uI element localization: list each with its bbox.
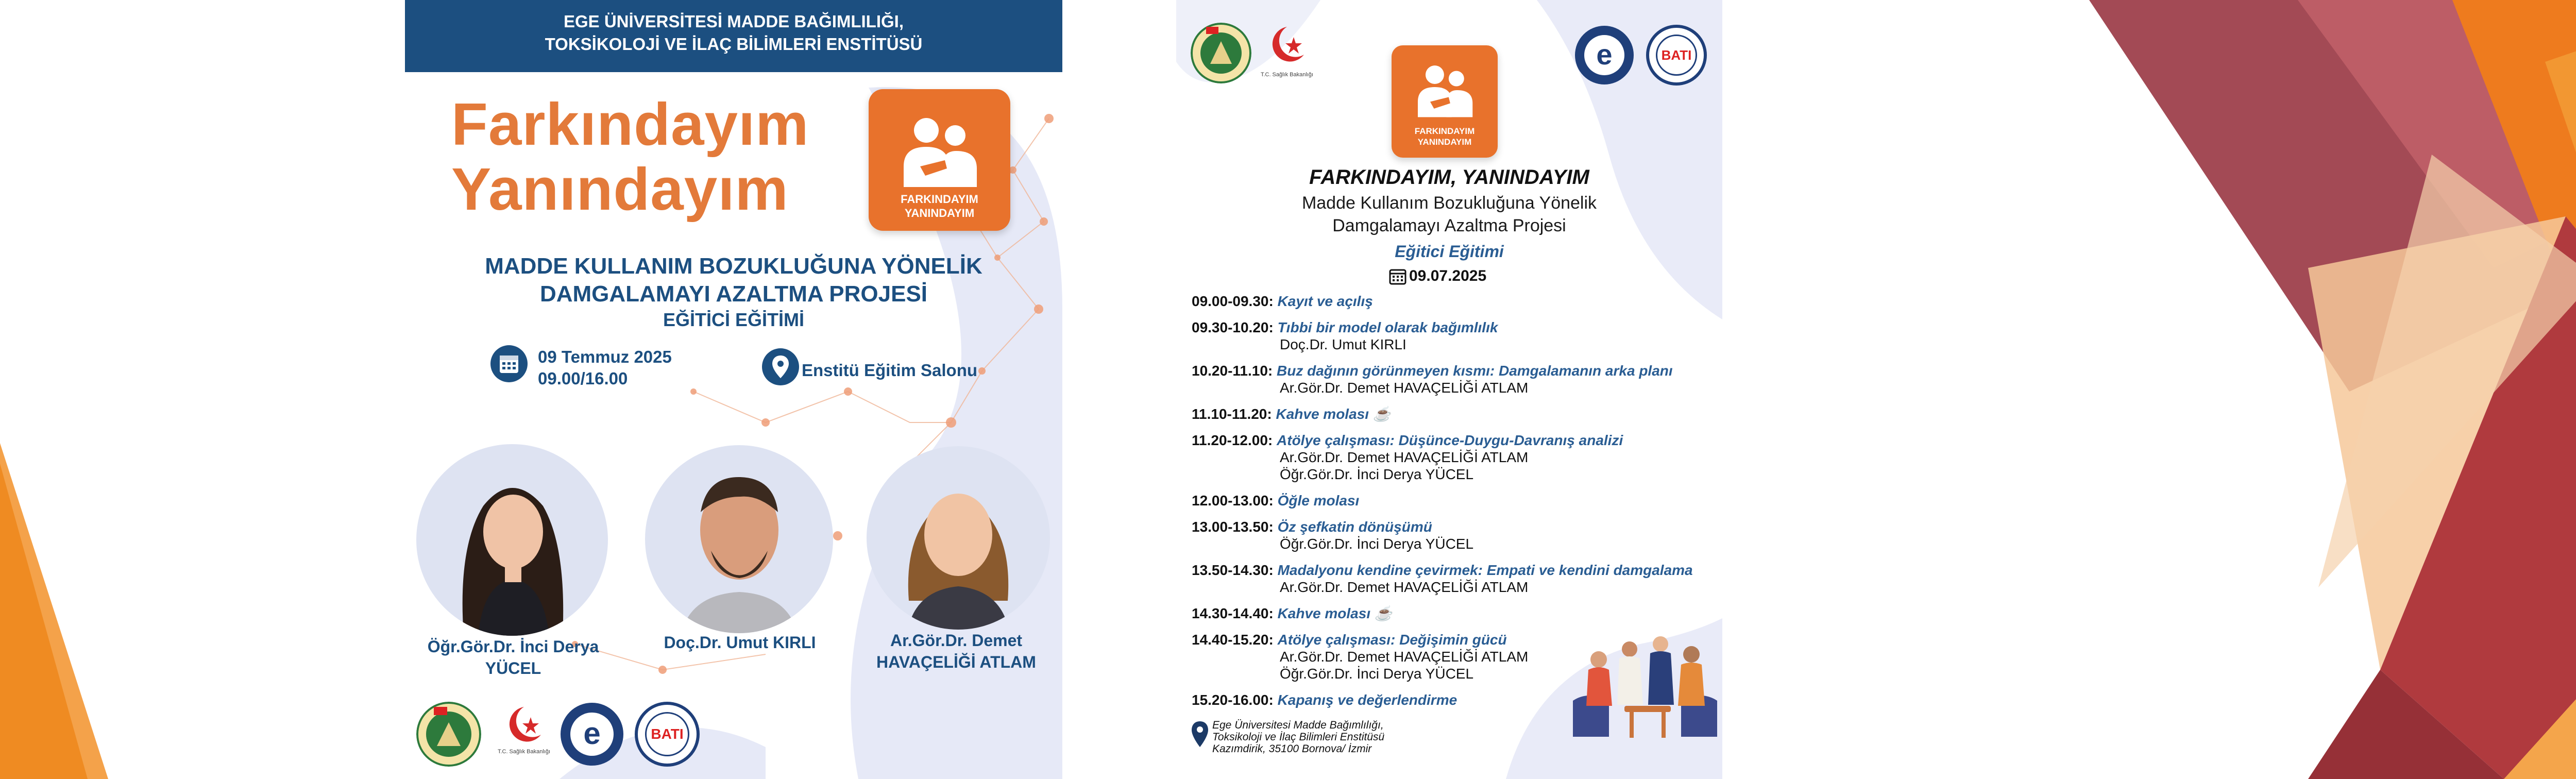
bati-logo-text: BATI: [1656, 35, 1697, 76]
group-discussion-illustration: [1568, 623, 1722, 747]
poster-title-line1: Farkındayım: [451, 91, 809, 158]
project-line1: MADDE KULLANIM BOZUKLUĞUNA YÖNELİK: [485, 253, 982, 279]
schedule-item: [1192, 293, 1717, 310]
schedule-topic: Kapanış ve değerlendirme: [1277, 692, 1458, 708]
speaker-photo-2: [645, 445, 833, 633]
schedule-speaker: Ar.Gör.Dr. Demet HAVAÇELİĞİ ATLAM: [1280, 579, 1529, 595]
schedule-item: [1192, 362, 1717, 396]
institute-name-line2: TOKSİKOLOJİ VE İLAÇ BİLİMLERİ ENSTİTÜSÜ: [545, 35, 923, 54]
project-logo: [1392, 45, 1498, 158]
speaker-3-surname: HAVAÇELİĞİ ATLAM: [876, 653, 1036, 671]
poster-title: [451, 92, 809, 222]
schedule-time: 10.20-11.10:: [1192, 363, 1273, 379]
address-line2: Toksikoloji ve İlaç Bilimleri Enstitüsü: [1212, 731, 1385, 743]
event-date-time: [538, 346, 672, 390]
schedule-time: 11.10-11.20:: [1192, 406, 1272, 422]
event-date: 09 Temmuz 2025: [538, 347, 672, 366]
bati-logo: [1646, 25, 1707, 86]
university-seal-logo: [416, 702, 481, 767]
schedule-speaker: Öğr.Gör.Dr. İnci Derya YÜCEL: [1280, 666, 1474, 682]
schedule-speaker: Ar.Gör.Dr. Demet HAVAÇELİĞİ ATLAM: [1280, 380, 1529, 396]
schedule-topic: Atölye çalışması: Düşünce-Duygu-Davranış analizi: [1277, 432, 1623, 448]
speaker-1-surname: YÜCEL: [485, 659, 541, 678]
calendar-icon: [490, 345, 528, 382]
project-line2: DAMGALAMAYI AZALTMA PROJESİ: [539, 281, 928, 307]
speaker-portrait-icon: [645, 445, 833, 633]
bati-logo-text: BATI: [645, 712, 689, 756]
schedule-topic: Tıbbi bir model olarak bağımlılık: [1277, 319, 1498, 335]
location-pin-icon: [762, 348, 799, 385]
schedule-time: 09.00-09.30:: [1192, 293, 1274, 309]
schedule-topic: Kahve molası ☕: [1276, 406, 1391, 422]
training-label: Eğitici Eğitimi: [1395, 242, 1504, 261]
ege-university-logo: [560, 702, 624, 767]
logo-caption: [869, 192, 1010, 220]
address-block: [1212, 719, 1384, 755]
people-icon: [1415, 62, 1475, 118]
project-logo: [869, 89, 1010, 231]
ministry-of-health-logo: [496, 702, 552, 767]
project-line3: EĞİTİCİ EĞİTİMİ: [663, 309, 804, 330]
schedule-item: [1192, 562, 1717, 596]
schedule-time: 14.30-14.40:: [1192, 605, 1274, 621]
schedule-item: [1192, 518, 1717, 552]
schedule-topic: Atölye çalışması: Değişimin gücü: [1277, 632, 1507, 648]
speaker-portrait-icon: [867, 446, 1050, 630]
event-poster: [405, 0, 1062, 779]
decorative-orange-shape-left: [0, 0, 412, 779]
schedule-item: [1192, 405, 1717, 422]
program-title: FARKINDAYIM, YANINDAYIM: [1309, 166, 1589, 189]
logo-caption-line2: YANINDAYIM: [904, 207, 975, 219]
schedule-speaker: Ar.Gör.Dr. Demet HAVAÇELİĞİ ATLAM: [1280, 649, 1529, 665]
schedule-time: 13.00-13.50:: [1192, 519, 1274, 535]
location-pin-icon: [1191, 720, 1209, 748]
speaker-name-3: [843, 630, 1062, 673]
speaker-photo-1: [416, 444, 608, 636]
event-time: 09.00/16.00: [538, 369, 628, 388]
program-schedule-poster: [1176, 0, 1722, 779]
schedule-topic: Kahve molası ☕: [1277, 605, 1393, 621]
decorative-geometric-background-right: [1989, 0, 2576, 779]
schedule-speaker: Öğr.Gör.Dr. İnci Derya YÜCEL: [1280, 536, 1474, 552]
svg-text:e: e: [583, 716, 601, 751]
university-seal-logo: [1191, 23, 1251, 83]
speaker-portrait-icon: [416, 444, 608, 636]
schedule-time: 12.00-13.00:: [1192, 493, 1274, 509]
institute-header: [405, 0, 1062, 72]
logo-caption-line1: FARKINDAYIM: [901, 193, 978, 206]
address-line1: Ege Üniversitesi Madde Bağımlılığı,: [1212, 719, 1384, 731]
speaker-3-title: Ar.Gör.Dr. Demet: [890, 631, 1023, 650]
schedule-item: [1192, 605, 1717, 622]
svg-text:T.C. Sağlık Bakanlığı: T.C. Sağlık Bakanlığı: [1260, 72, 1314, 78]
schedule-time: 13.50-14.30:: [1192, 562, 1274, 578]
logo-caption: [1392, 126, 1498, 147]
schedule-topic: Öz şefkatin dönüşümü: [1277, 519, 1432, 535]
speaker-name-2: Doç.Dr. Umut KIRLI: [664, 633, 816, 652]
schedule-time: 14.40-15.20:: [1192, 632, 1274, 648]
address-line3: Kazımdirik, 35100 Bornova/ İzmir: [1212, 743, 1372, 755]
calendar-icon: [1388, 267, 1407, 285]
schedule-topic: Öğle molası: [1277, 493, 1360, 509]
schedule-speaker: Doç.Dr. Umut KIRLI: [1280, 336, 1406, 352]
project-description: [405, 252, 1062, 332]
schedule-time: 11.20-12.00:: [1192, 432, 1273, 448]
bati-logo: [635, 702, 700, 767]
event-location: Enstitü Eğitim Salonu: [802, 361, 978, 380]
program-subtitle: [1176, 192, 1722, 237]
schedule-speaker: Ar.Gör.Dr. Demet HAVAÇELİĞİ ATLAM: [1280, 449, 1529, 465]
ministry-of-health-logo: [1259, 23, 1315, 90]
poster-title-line2: Yanındayım: [451, 156, 789, 223]
logo-caption-line1: FARKINDAYIM: [1414, 126, 1475, 136]
ege-university-logo: [1574, 25, 1635, 86]
institute-name-line1: EGE ÜNİVERSİTESİ MADDE BAĞIMLILIĞI,: [563, 12, 904, 31]
schedule-time: 09.30-10.20:: [1192, 319, 1274, 335]
svg-text:T.C. Sağlık Bakanlığı: T.C. Sağlık Bakanlığı: [497, 749, 551, 755]
schedule-topic: Buz dağının görünmeyen kısmı: Damgalamanın arka planı: [1277, 363, 1673, 379]
speaker-photo-3: [867, 446, 1050, 630]
schedule-time: 15.20-16.00:: [1192, 692, 1274, 708]
program-date: 09.07.2025: [1409, 267, 1487, 284]
svg-text:e: e: [1596, 38, 1613, 71]
people-icon: [900, 115, 979, 187]
speaker-1-title: Öğr.Gör.Dr. İnci Derya: [427, 637, 599, 656]
schedule-topic: Kayıt ve açılış: [1277, 293, 1373, 309]
schedule-item: [1192, 492, 1717, 509]
schedule-item: [1192, 432, 1717, 483]
logo-caption-line2: YANINDAYIM: [1417, 137, 1472, 147]
speaker-name-1: [405, 636, 621, 679]
schedule-topic: Madalyonu kendine çevirmek: Empati ve kendini damgalama: [1277, 562, 1693, 578]
schedule-speaker: Öğr.Gör.Dr. İnci Derya YÜCEL: [1280, 466, 1474, 482]
program-subtitle-line2: Damgalamayı Azaltma Projesi: [1332, 216, 1566, 235]
program-subtitle-line1: Madde Kullanım Bozukluğuna Yönelik: [1301, 193, 1597, 213]
schedule-item: [1192, 319, 1717, 353]
